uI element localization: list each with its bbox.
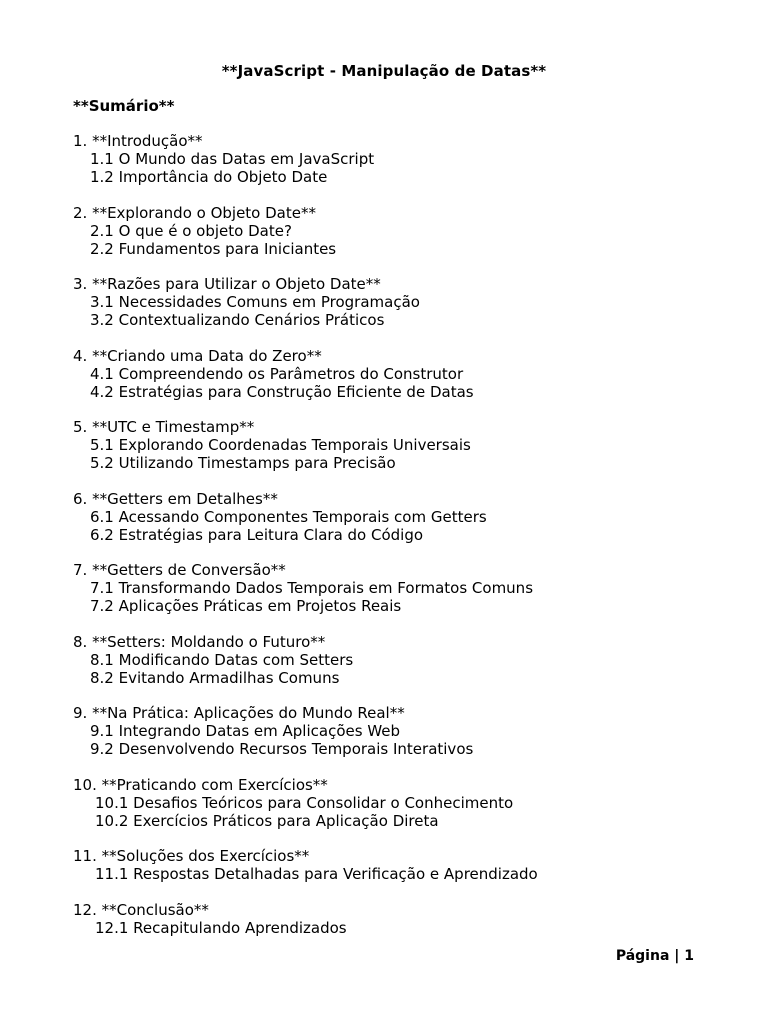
toc-heading: 11. **Soluções dos Exercícios** <box>73 847 310 865</box>
toc-section-3 <box>73 275 713 329</box>
toc-section-5 <box>73 418 713 472</box>
toc-item: 2.2 Fundamentos para Iniciantes <box>90 239 337 258</box>
toc-item: 3.1 Necessidades Comuns em Programação <box>90 293 420 311</box>
toc-item: 4.2 Estratégias para Construção Eficiente de Datas <box>90 382 474 401</box>
toc-item: 1.1 O Mundo das Datas em JavaScript <box>90 150 375 168</box>
toc-section-2 <box>73 204 713 258</box>
toc-section-1 <box>73 132 713 186</box>
toc-item: 7.2 Aplicações Práticas em Projetos Reais <box>90 597 402 615</box>
toc-section-7 <box>73 561 713 615</box>
toc-heading: 12. **Conclusão** <box>73 900 209 919</box>
toc-heading: 7. **Getters de Conversão** <box>73 561 286 579</box>
toc-heading: 2. **Explorando o Objeto Date** <box>73 203 316 222</box>
toc-item: 9.2 Desenvolvendo Recursos Temporais Interativos <box>90 740 474 758</box>
toc-section-8 <box>73 633 713 687</box>
toc-item: 7.1 Transformando Dados Temporais em Formatos Comuns <box>90 579 534 597</box>
toc-section-10 <box>73 776 713 830</box>
toc-section-6 <box>73 490 713 544</box>
toc-heading: 6. **Getters em Detalhes** <box>73 489 278 508</box>
toc-item: 5.1 Explorando Coordenadas Temporais Universais <box>90 436 471 454</box>
toc-item: 9.1 Integrando Datas em Aplicações Web <box>90 722 401 740</box>
toc-heading: 9. **Na Prática: Aplicações do Mundo Real** <box>73 704 405 722</box>
page-title: **JavaScript - Manipulação de Datas** <box>221 62 547 80</box>
toc-heading: 10. **Praticando com Exercícios** <box>73 775 328 794</box>
toc-item: 10.2 Exercícios Práticos para Aplicação Direta <box>95 811 439 830</box>
toc-heading: 8. **Setters: Moldando o Futuro** <box>73 632 326 651</box>
toc-item: 8.2 Evitando Armadilhas Comuns <box>90 668 340 687</box>
toc-item: 3.2 Contextualizando Cenários Práticos <box>90 311 385 329</box>
toc-item: 10.1 Desafios Teóricos para Consolidar o Conhecimento <box>95 793 514 812</box>
page-number: Página | 1 <box>615 948 694 964</box>
table-of-contents <box>73 132 713 954</box>
toc-item: 1.2 Importância do Objeto Date <box>90 168 328 186</box>
toc-heading: 3. **Razões para Utilizar o Objeto Date** <box>73 275 381 293</box>
toc-heading: 1. **Introdução** <box>73 132 203 150</box>
summary-heading: **Sumário** <box>73 97 175 115</box>
toc-item: 6.2 Estratégias para Leitura Clara do Código <box>90 525 424 544</box>
toc-item: 11.1 Respostas Detalhadas para Verificação e Aprendizado <box>95 865 538 883</box>
toc-item: 5.2 Utilizando Timestamps para Precisão <box>90 454 396 472</box>
toc-section-12 <box>73 901 713 937</box>
toc-item: 8.1 Modificando Datas com Setters <box>90 650 354 669</box>
toc-item: 6.1 Acessando Componentes Temporais com Getters <box>90 507 487 526</box>
toc-section-4 <box>73 347 713 401</box>
toc-heading: 4. **Criando uma Data do Zero** <box>73 346 322 365</box>
toc-item: 2.1 O que é o objeto Date? <box>90 221 292 240</box>
toc-item: 12.1 Recapitulando Aprendizados <box>95 918 347 937</box>
toc-section-9 <box>73 704 713 758</box>
toc-section-11 <box>73 847 713 883</box>
toc-item: 4.1 Compreendendo os Parâmetros do Construtor <box>90 364 464 383</box>
toc-heading: 5. **UTC e Timestamp** <box>73 418 255 436</box>
